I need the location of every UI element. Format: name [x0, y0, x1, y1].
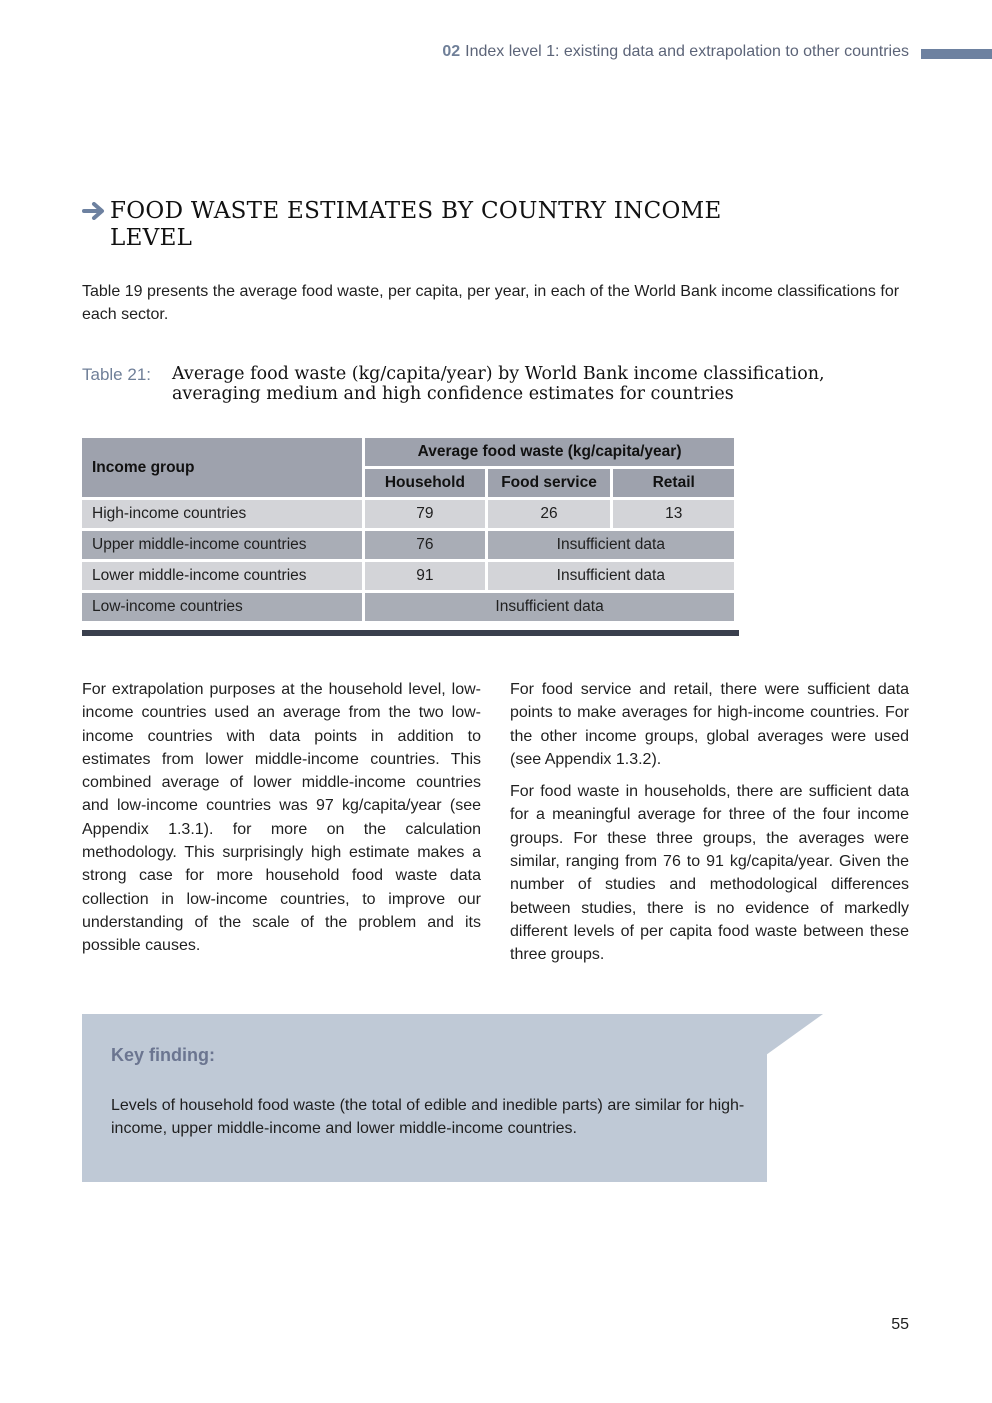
insufficient-data-cell: Insufficient data [488, 531, 734, 559]
household-cell: 76 [365, 531, 485, 559]
header-average-food-waste: Average food waste (kg/capita/year) [365, 438, 734, 466]
retail-cell: 13 [613, 500, 734, 528]
table-caption [82, 364, 912, 404]
household-cell: 79 [365, 500, 485, 528]
income-group-cell: Lower middle-income countries [82, 562, 362, 590]
arrow-right-icon [82, 202, 110, 225]
household-cell: 91 [365, 562, 485, 590]
table-caption-title: Average food waste (kg/capita/year) by World Bank income classification, averaging medium and high confidence estimates for countries [172, 364, 825, 404]
section-title-line-2: LEVEL [110, 225, 193, 251]
intro-paragraph: Table 19 presents the average food waste, per capita, per year, in each of the World Bank income classifications for each sector. [82, 283, 900, 323]
running-header [442, 43, 909, 61]
insufficient-data-cell: Insufficient data [365, 593, 734, 621]
chapter-title: Index level 1: existing data and extrapolation to other countries [465, 43, 909, 60]
table-caption-label: Table 21: [82, 365, 151, 384]
food-service-cell: 26 [488, 500, 611, 528]
body-paragraph: For food waste in households, there are sufficient data for a meaningful average for three of the four income groups. For these three groups, the averages were similar, ranging from 76 to 91 kg/capita/year. Given the number of studies and methodological differences between studies, there is no evidence of markedly different levels of per capita food waste between these three groups. [510, 783, 909, 964]
income-group-cell: Upper middle-income countries [82, 531, 362, 559]
table-row [82, 562, 734, 590]
food-waste-table [79, 435, 737, 624]
header-retail: Retail [613, 469, 734, 497]
body-paragraph: For extrapolation purposes at the household level, low-income countries used an average from the two low-income countries with data points in addition to estimates from lower middle-income countries. This combined average of lower middle-income countries and low-income countries was 97 kg/capita/year (see Appendix 1.3.1). for more on the calculation methodology. This surprisingly high estimate makes a strong case for more household food waste data collection in low-income countries, to improve our understanding of the scale of the problem and its possible causes. [82, 681, 481, 955]
section-title-line-1: FOOD WASTE ESTIMATES BY COUNTRY INCOME [110, 198, 722, 224]
table-row [82, 500, 734, 528]
body-paragraph: For food service and retail, there were sufficient data points to make averages for high-income countries. For the other income groups, global averages were used (see Appendix 1.3.2). [510, 681, 909, 768]
key-finding-text: Levels of household food waste (the total of edible and inedible parts) are similar for high-income, upper middle-income and lower middle-income countries. [111, 1097, 745, 1137]
section-heading [82, 198, 722, 252]
page-number: 55 [891, 1316, 909, 1333]
header-household: Household [365, 469, 485, 497]
section-title [110, 198, 722, 252]
key-finding-notch [766, 1014, 824, 1056]
body-column-left [82, 678, 481, 967]
body-column-right [510, 678, 909, 976]
insufficient-data-cell: Insufficient data [488, 562, 734, 590]
chapter-number: 02 [442, 43, 461, 60]
table-bottom-rule [82, 630, 739, 636]
income-group-cell: High-income countries [82, 500, 362, 528]
income-group-cell: Low-income countries [82, 593, 362, 621]
header-food-service: Food service [488, 469, 611, 497]
table-row [82, 531, 734, 559]
header-accent-bar [921, 49, 992, 59]
header-income-group: Income group [82, 438, 362, 497]
table-row [82, 593, 734, 621]
key-finding-title: Key finding: [111, 1045, 215, 1065]
